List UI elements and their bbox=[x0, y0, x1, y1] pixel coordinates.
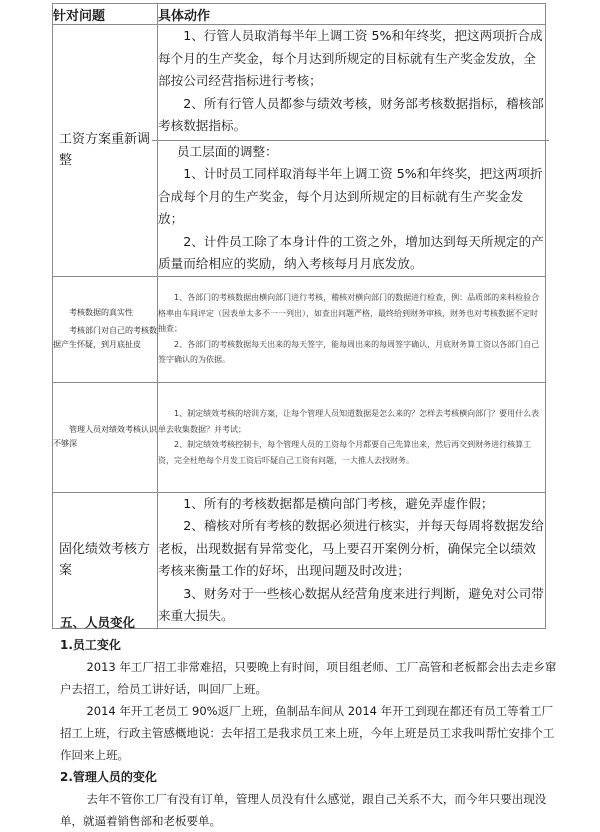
action-item: 1、计时员工同样取消每半年上调工资 5%和年终奖，把这两项折合成每个月的生产奖金，每个月达到所规定的目标就有生产奖金发放； bbox=[158, 166, 543, 226]
table-row bbox=[53, 25, 546, 277]
row-topic: 固化绩效考核方案 bbox=[53, 492, 158, 628]
row-actions bbox=[158, 276, 546, 382]
paragraph: 2013 年工厂招工非常难招，只要晚上有时间，项目组老师、工厂高管和老板都会出去走乡窜户去招工，给员工讲好话，叫回厂上班。 bbox=[60, 660, 557, 696]
row-topic: 管理人员对绩效考核认识不够深 bbox=[53, 382, 158, 492]
topic-line: 考核部门对自己的考核数据产生怀疑，到月底扯皮 bbox=[53, 326, 157, 349]
action-item: 2、制定绩效考核控制卡，每个管理人员的工资每个月都要自己先算出来，然后再交到财务进行核算工资，完全杜绝每个月发工资后吓疑自己工资有问题，一大推人去找财务。 bbox=[158, 440, 532, 465]
action-item: 1、所有的考核数据都是横向部门考核，避免弄虚作假； bbox=[183, 495, 494, 511]
employee-adjustment-box bbox=[152, 140, 549, 276]
table-header-row bbox=[53, 4, 546, 25]
topic-line: 考核数据的真实性 bbox=[69, 308, 133, 317]
table-row bbox=[53, 492, 546, 628]
subsection-title: 1.员工变化 bbox=[60, 638, 121, 652]
row-actions bbox=[158, 382, 546, 492]
action-item: 2、所有行管人员都参与绩效考核，财务部考核数据指标，稽核部考核数据指标。 bbox=[158, 95, 544, 133]
row-topic bbox=[53, 276, 158, 382]
action-item: 2、计件员工除了本身计件的工资之外，增加达到每天所规定的产质量而给相应的奖励，纳入考核每月月底发放。 bbox=[158, 233, 544, 271]
subsection-title: 2.管理人员的变化 bbox=[60, 770, 157, 784]
table-row bbox=[53, 276, 546, 382]
paragraph: 2014 年开工老员工 90%返厂上班，鱼制品车间从 2014 年开工到现在都还有员工等着工厂招工上班，行政主管感概地说：去年招工是我求员工来上班，今年上班是员工求我叫帮忙安排个工作回来上班。 bbox=[60, 704, 555, 762]
header-action: 具体动作 bbox=[158, 4, 546, 25]
action-item: 3、财务对于一些核心数据从经营角度来进行判断，避免对公司带来重大损失。 bbox=[158, 585, 544, 623]
action-item: 1、各部门的考核数据由横向部门进行考核，稽核对横向部门的数据进行检查，例：品质部的来料检验合格率由车间评定（因表单太多不一一列出），如查出问题严格，最终给到财务审核，财务也对考核数据不定时抽查； bbox=[158, 293, 540, 334]
paragraph: 去年不管你工厂有没有订单，管理人员没有什么感觉，跟自己关系不大，而今年只要出现没单，就逼着销售部和老板要单。 bbox=[60, 792, 547, 828]
table-row bbox=[53, 382, 546, 492]
action-item: 2、稽核对所有考核的数据必须进行核实，并每天每周将数据发给老板，出现数据有异常变化，马上要召开案例分析，确保完全以绩效考核来衡量工作的好坏，出现问题及时改进； bbox=[158, 518, 544, 578]
sub-heading: 员工层面的调整： bbox=[176, 143, 278, 159]
action-table bbox=[52, 3, 546, 629]
personnel-change-section bbox=[60, 612, 560, 832]
action-item: 1、行管人员取消每半年上调工资 5%和年终奖，把这两项折合成每个月的生产奖金，每个月达到所规定的目标就有生产奖金发放，全部按公司经营指标进行考核； bbox=[158, 28, 543, 88]
row-actions bbox=[158, 492, 546, 628]
section-title: 五、人员变化 bbox=[60, 615, 136, 630]
action-item: 2、各部门的考核数据每天出来的每天签字，能每周出来的每周签字确认，月底财务算工资以各部门自己签字确认的为依据。 bbox=[158, 339, 540, 365]
row-actions bbox=[158, 25, 546, 277]
action-item: 1、制定绩效考核的培训方案，让每个管理人员知道数据是怎么来的？怎样去考核横向部门？要用什么表单去收集数据？并考试； bbox=[158, 409, 540, 434]
row-topic: 工资方案重新调整 bbox=[53, 25, 158, 277]
header-issue: 针对问题 bbox=[53, 4, 158, 25]
